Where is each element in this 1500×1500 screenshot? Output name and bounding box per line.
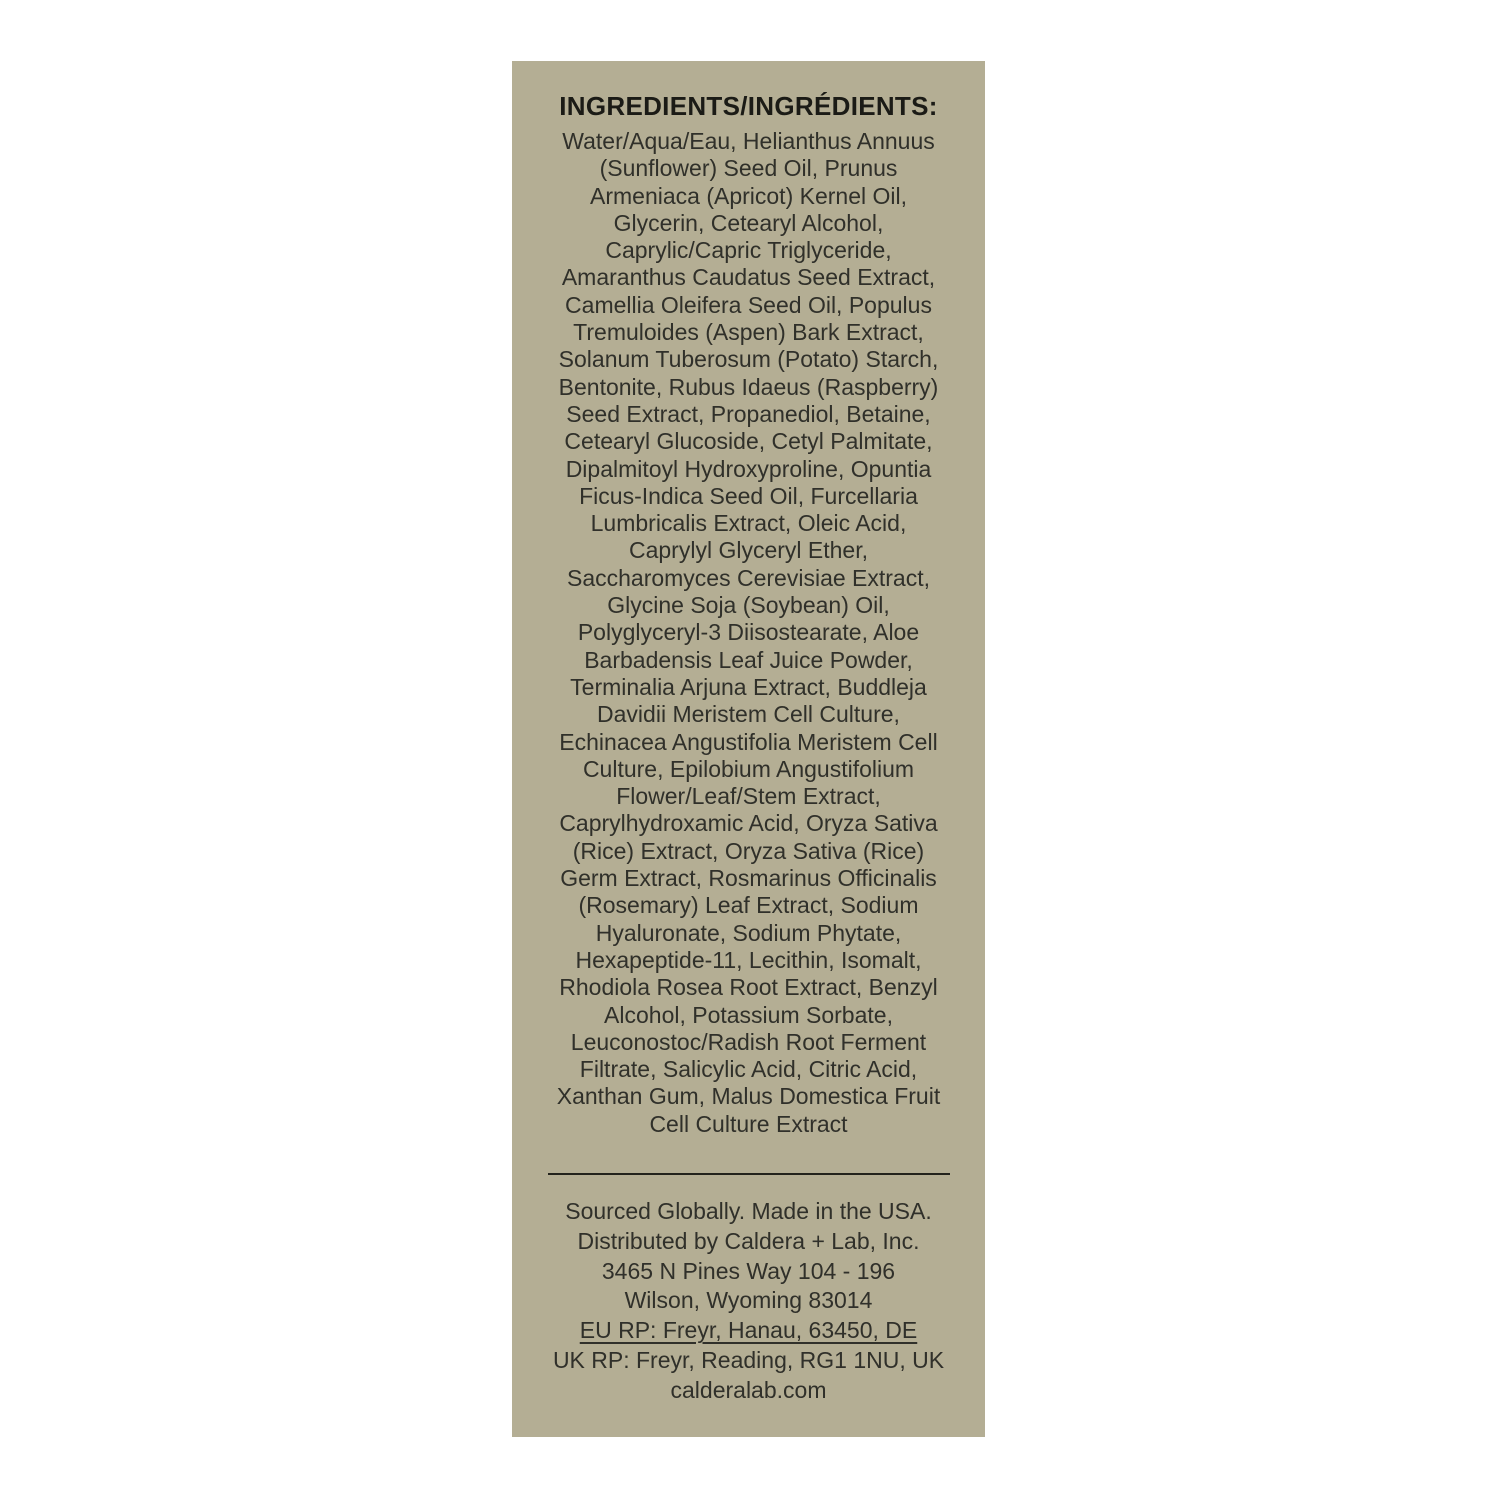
ingredients-line: Germ Extract, Rosmarinus Officinalis bbox=[560, 865, 937, 892]
address-line-sourced: Sourced Globally. Made in the USA. bbox=[565, 1197, 932, 1224]
ingredients-line: Glycerin, Cetearyl Alcohol, bbox=[613, 209, 884, 236]
ingredients-label-panel bbox=[512, 61, 985, 1437]
address-line-distributor: Distributed by Caldera + Lab, Inc. bbox=[577, 1227, 920, 1254]
address-line-street: 3465 N Pines Way 104 - 196 bbox=[601, 1257, 896, 1284]
address-block bbox=[512, 1197, 985, 1406]
website-url: calderalab.com bbox=[670, 1376, 827, 1403]
ingredients-line: Ficus-Indica Seed Oil, Furcellaria bbox=[579, 482, 918, 509]
ingredients-line: Cetearyl Glucoside, Cetyl Palmitate, bbox=[564, 428, 933, 455]
ingredients-line: Bentonite, Rubus Idaeus (Raspberry) bbox=[558, 373, 939, 400]
ingredients-line: Tremuloides (Aspen) Bark Extract, bbox=[573, 319, 924, 346]
ingredients-line: Caprylyl Glyceryl Ether, bbox=[628, 537, 868, 564]
ingredients-line: Barbadensis Leaf Juice Powder, bbox=[584, 646, 913, 673]
ingredients-line: Davidii Meristem Cell Culture, bbox=[597, 701, 900, 728]
ingredients-line: Alcohol, Potassium Sorbate, bbox=[604, 1001, 893, 1028]
ingredients-line: Culture, Epilobium Angustifolium bbox=[582, 755, 915, 782]
ingredients-line: Terminalia Arjuna Extract, Buddleja bbox=[570, 673, 927, 700]
ingredients-list bbox=[512, 128, 985, 1138]
ingredients-line: Leuconostoc/Radish Root Ferment bbox=[570, 1028, 927, 1055]
divider-line bbox=[548, 1173, 950, 1175]
ingredients-line: Solanum Tuberosum (Potato) Starch, bbox=[558, 346, 939, 373]
ingredients-line: Seed Extract, Propanediol, Betaine, bbox=[566, 400, 931, 427]
ingredients-line: Filtrate, Salicylic Acid, Citric Acid, bbox=[579, 1056, 918, 1083]
ingredients-line: Hyaluronate, Sodium Phytate, bbox=[595, 919, 902, 946]
ingredients-line: Cell Culture Extract bbox=[649, 1110, 848, 1137]
address-line-uk-rp: UK RP: Freyr, Reading, RG1 1NU, UK bbox=[552, 1346, 945, 1373]
ingredients-line: Flower/Leaf/Stem Extract, bbox=[616, 783, 881, 810]
ingredients-line: Xanthan Gum, Malus Domestica Fruit bbox=[556, 1083, 941, 1110]
ingredients-line: Echinacea Angustifolia Meristem Cell bbox=[559, 728, 938, 755]
ingredients-line: Dipalmitoyl Hydroxyproline, Opuntia bbox=[565, 455, 932, 482]
address-line-city: Wilson, Wyoming 83014 bbox=[624, 1287, 873, 1314]
address-line-eu-rp: EU RP: Freyr, Hanau, 63450, DE bbox=[579, 1317, 918, 1344]
ingredients-line: Water/Aqua/Eau, Helianthus Annuus bbox=[562, 128, 935, 154]
ingredients-line: Lumbricalis Extract, Oleic Acid, bbox=[590, 510, 907, 537]
ingredients-line: Polyglyceryl-3 Diisostearate, Aloe bbox=[577, 619, 920, 646]
ingredients-line: Armeniaca (Apricot) Kernel Oil, bbox=[590, 182, 907, 209]
ingredients-line: (Rosemary) Leaf Extract, Sodium bbox=[578, 892, 919, 919]
ingredients-line: (Rice) Extract, Oryza Sativa (Rice) bbox=[572, 837, 925, 864]
ingredients-line: Camellia Oleifera Seed Oil, Populus bbox=[565, 291, 932, 318]
ingredients-line: Amaranthus Caudatus Seed Extract, bbox=[561, 264, 936, 291]
ingredients-heading: INGREDIENTS/INGRÉDIENTS: bbox=[559, 91, 938, 121]
ingredients-line: (Sunflower) Seed Oil, Prunus bbox=[599, 155, 898, 182]
ingredients-line: Caprylic/Capric Triglyceride, bbox=[605, 237, 892, 264]
ingredients-line: Saccharomyces Cerevisiae Extract, bbox=[566, 564, 930, 591]
ingredients-line: Rhodiola Rosea Root Extract, Benzyl bbox=[559, 974, 938, 1001]
ingredients-line: Glycine Soja (Soybean) Oil, bbox=[607, 592, 890, 619]
ingredients-line: Caprylhydroxamic Acid, Oryza Sativa bbox=[559, 810, 938, 837]
ingredients-line: Hexapeptide-11, Lecithin, Isomalt, bbox=[575, 946, 922, 973]
